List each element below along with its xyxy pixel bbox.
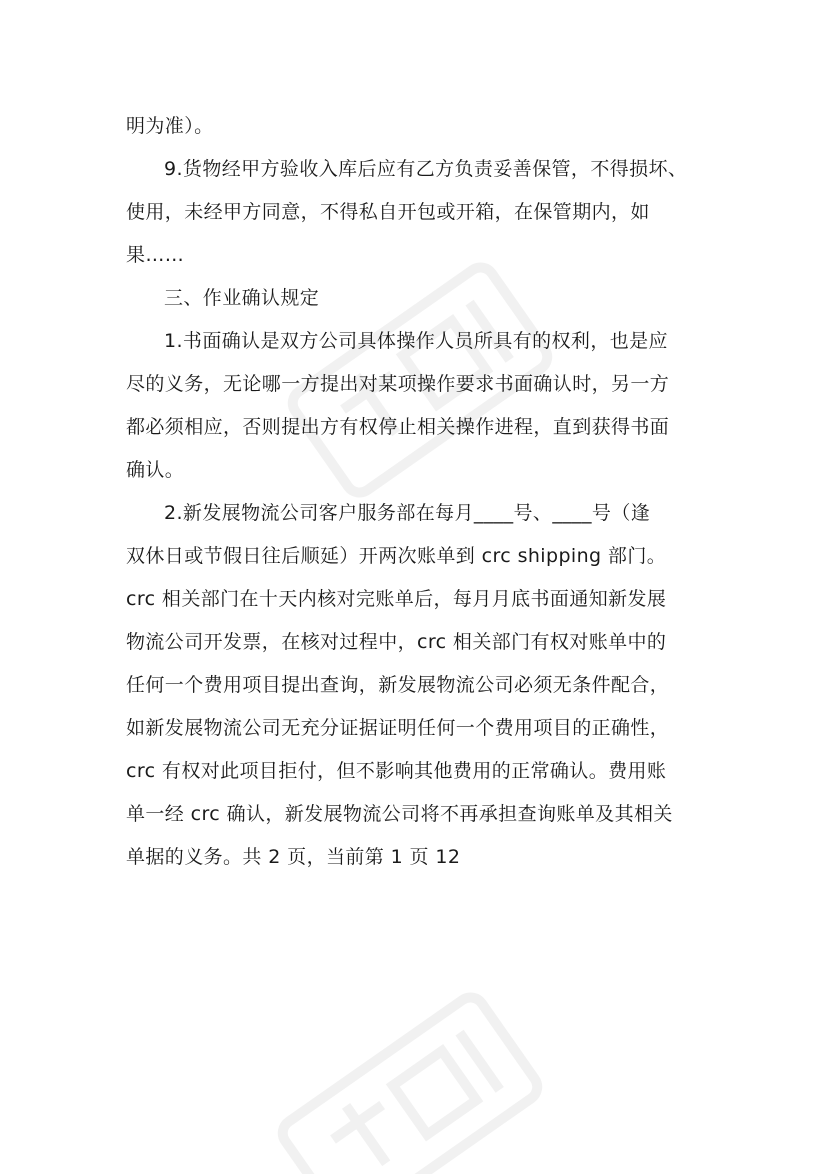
text-line: crc 相关部门在十天内核对完账单后，每月月底书面通知新发展	[126, 588, 667, 610]
text-line: 1.书面确认是双方公司具体操作人员所具有的权利，也是应	[164, 330, 668, 352]
text-line-page-info: 单据的义务。共 2 页，当前第 1 页 12	[126, 846, 461, 868]
text-line: crc 有权对此项目拒付，但不影响其他费用的正常确认。费用账	[126, 760, 667, 782]
text-line: 2.新发展物流公司客户服务部在每月____号、____号（逢	[164, 502, 651, 524]
text-line: 任何一个费用项目提出查询，新发展物流公司必须无条件配合，	[126, 674, 670, 696]
text-line: 果……	[126, 244, 185, 266]
text-line: 双休日或节假日往后顺延）开两次账单到 crc shipping 部门。	[126, 545, 667, 567]
text-line: 单一经 crc 确认，新发展物流公司将不再承担查询账单及其相关	[126, 803, 673, 825]
section-heading: 三、作业确认规定	[164, 287, 320, 309]
text-line: 都必须相应，否则提出方有权停止相关操作进程，直到获得书面	[126, 416, 670, 438]
text-line: 尽的义务，无论哪一方提出对某项操作要求书面确认时，另一方	[126, 373, 670, 395]
text-line: 使用，未经甲方同意，不得私自开包或开箱，在保管期内，如	[126, 201, 650, 223]
text-line: 确认。	[126, 459, 185, 481]
text-line: 9.货物经甲方验收入库后应有乙方负责妥善保管，不得损坏、	[164, 158, 688, 180]
text-line: 如新发展物流公司无充分证据证明任何一个费用项目的正确性，	[126, 717, 670, 739]
text-line: 明为准）。	[126, 115, 214, 137]
text-line: 物流公司开发票，在核对过程中，crc 相关部门有权对账单中的	[126, 631, 667, 653]
